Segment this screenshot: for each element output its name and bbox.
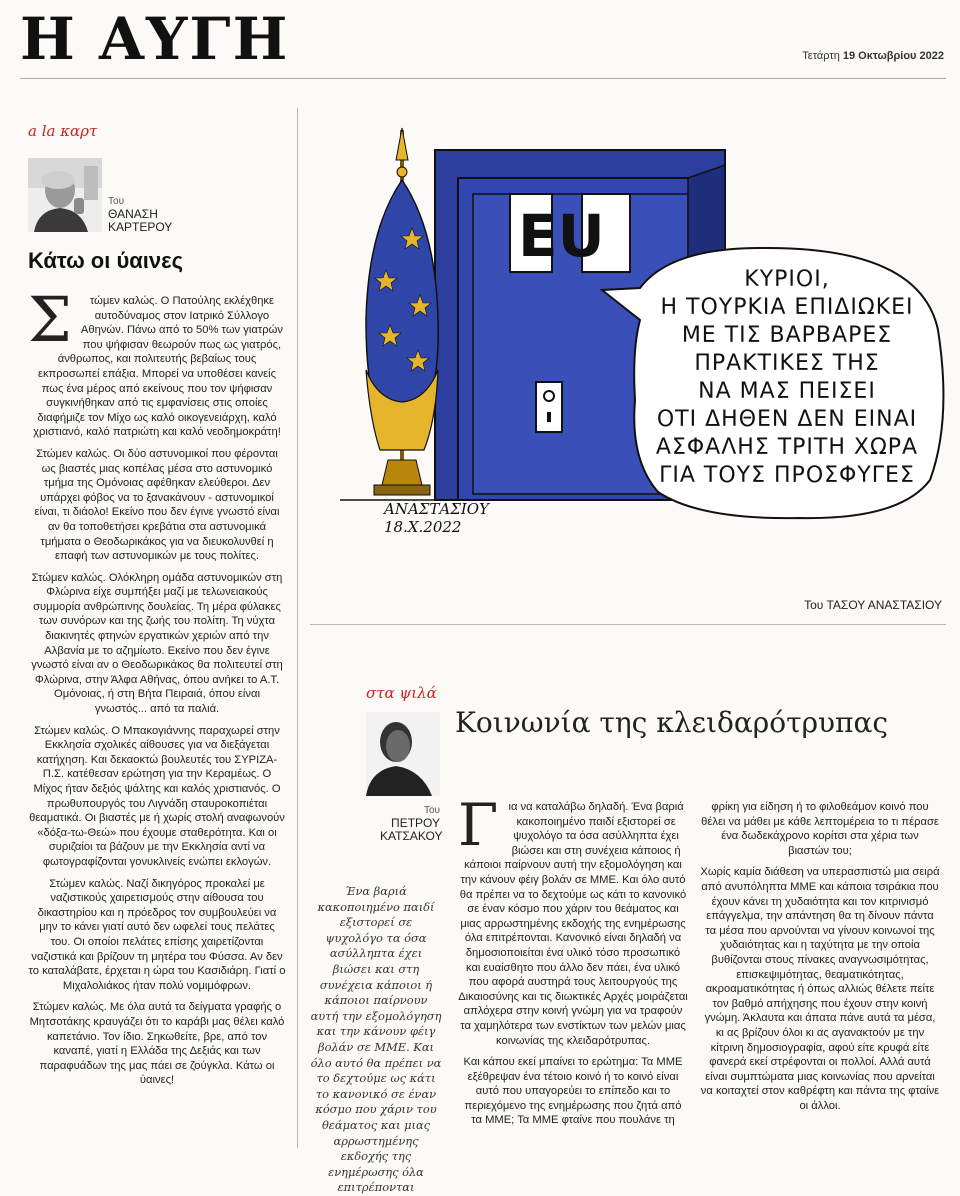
speech-line-4: ΠΡΑΚΤΙΚΕΣ ΤΗΣ xyxy=(694,351,880,376)
signature-name: ΑΝΑΣΤΑΣΙΟΥ xyxy=(384,500,489,518)
signature-date: 18.X.2022 xyxy=(384,518,462,536)
left-section-tag: a la καρτ xyxy=(28,122,98,140)
right-article-col1 xyxy=(458,791,688,1150)
right-col2-paragraph-1: φρίκη για είδηση ή το φιλοθεάμον κοινό που θέλει να μάθει με κάθε λεπτομέρεια το τι πέρασε ένα δωδεκάχρονο κορίτσι στα χέρια των βιαστών του; xyxy=(701,801,939,857)
cartoon-speech xyxy=(632,266,942,490)
cartoon-credit-prefix: Του xyxy=(804,598,824,612)
column-divider xyxy=(297,108,298,1148)
cartoonist-signature xyxy=(384,500,514,536)
issue-date-value: 19 Οκτωβρίου 2022 xyxy=(842,50,944,62)
left-paragraph-4: Στώμεν καλώς. Ο Μπακογιάννης παραχωρεί στην Εκκλησία σχολικές αίθουσες για να διεξάγεται κατήχηση. Και δεκαοκτώ βουλευτές του ΣΥΡΙΖΑ-Π.Σ. κατέθεσαν ερώτηση για την Κεραμέως. Ο Μίχος ήταν δεξιός ψάλτης και καλός χριστιανός. Ο πρωθυπουργός του Λιγνάδη σταυροκοπιέται θεαματικά. Οι βιαστές με ή χωρίς στολή αναφωνούν «δόξα-τω-Θεώ» που έχουμε σταθερότητα. Και οι συριζαίοι τα βάζουν με την Εκκλησία αντί να φωτογραφίζονται γονυκλινείς ενώπει εκλογών. xyxy=(29,724,285,868)
right-byline-prefix: Του xyxy=(423,805,440,816)
cartoon xyxy=(340,120,950,590)
section-divider xyxy=(310,624,946,625)
right-section-tag: στα ψιλά xyxy=(366,684,437,702)
cartoon-credit xyxy=(804,598,942,612)
left-author-first: ΘΑΝΑΣΗ xyxy=(108,207,158,221)
speech-line-1: ΚΥΡΙΟΙ, xyxy=(744,267,830,292)
right-pullquote: Ένα βαριά κακοποιημένο παιδί εξιστορεί σε ψυχολόγο τα όσα ασύλληπτα έχει βιώσει και στη συνέχεια κάποιοι ή κάποιοι παίρνουν αυτή την εξομολόγηση και την κάνουν φέιγ βολάν σε ΜΜΕ. Και όλο αυτό θα πρέπει να το δεχτούμε ως κάτι το κανονικό σε έναν κόσμο που χάριν του θεάματος και μιας αρρωστημένης εκδοχής της ενημέρωσης όλα επιτρέπονται xyxy=(310,884,442,1195)
author-photo-katsakos xyxy=(366,712,440,796)
right-col1-paragraph-1: Για να καταλάβω δηλαδή. Ένα βαριά κακοποιημένο παιδί εξιστορεί σε ψυχολόγο τα όσα ασύλληπτα έχει βιώσει και στη συνέχεια κάποιος ή κάποιοι παίρνουν αυτή την εξομολόγηση και την κάνουν φέιγ βολάν σε ΜΜΕ. Και όλο αυτό θα πρέπει να το δεχτούμε ως κάτι το κανονικό σε έναν κόσμο που χάριν του θεάματος και μιας αρρωστημένης εκδοχής της ενημέρωσης όλα επιτρέπονται. Κανονικό είναι δηλαδή να δημοσιοποιείται ένα υλικό τόσο προσωπικό και ευαίσθητο που άλλο δεν πάει, ένα υλικό που αφορά αυστηρά τους λειτουργούς της Δικαιοσύνης και τις διωκτικές Αρχές μοιράζεται απλόχερα στην κοινή γνώμη για να τραφούν τα χαμηλότερα των ενστίκτων των μελών μιας κοινωνίας της κλειδαρότρυπας. xyxy=(458,791,688,1047)
speech-line-3: ΜΕ ΤΙΣ ΒΑΡΒΑΡΕΣ xyxy=(681,323,893,348)
right-dropcap: Γ xyxy=(458,791,499,859)
speech-line-5: ΝΑ ΜΑΣ ΠΕΙΣΕΙ xyxy=(698,379,876,404)
right-byline xyxy=(380,804,443,843)
left-headline: Κάτω οι ύαινες xyxy=(28,248,184,273)
speech-line-8: ΓΙΑ ΤΟΥΣ ΠΡΟΣΦΥΓΕΣ xyxy=(659,463,915,488)
author-portrait-icon xyxy=(366,712,440,796)
cartoon-door-label: EU xyxy=(518,202,605,270)
left-byline xyxy=(108,195,190,234)
masthead-title: Η ΑΥΓΗ xyxy=(20,5,290,73)
left-dropcap: Σ xyxy=(28,283,72,356)
left-paragraph-1: Σ τώμεν καλώς. Ο Πατούλης εκλέχθηκε αυτοδύναμος στον Ιατρικό Σύλλογο Αθηνών. Πάνω από το 50% των γιατρών που ψήφισαν θεωρούν πως ως γιατρός, άνθρωπος, και πολιτευτής βεβαίως τους εκπροσωπεί επάξια. Μπορεί να υποθέσει κανείς πως ένα μέρος από εκείνους που τον ψήφισαν συγκινήθηκαν από τις εμφανίσεις στις οποίες διαφήμιζε τον Μίχο ως καλό οικογενειάρχη, καλό χριστιανό, καλό πατριώτη και καλό νεοδημοκράτη! xyxy=(28,283,283,439)
author-photo-karteros xyxy=(28,158,102,232)
speech-line-7: ΑΣΦΑΛΗΣ ΤΡΙΤΗ ΧΩΡΑ xyxy=(655,435,919,460)
issue-date xyxy=(802,50,944,62)
left-paragraph-3: Στώμεν καλώς. Ολόκληρη ομάδα αστυνομικών στη Φλώρινα είχε συμπήξει μαζί με τελωνειακούς συμμορία ανθρώπινης δουλείας. Τη μέρα φύλακες των συνόρων και της ζωής του πολίτη. Τη νύχτα διακινητές φτηνών εργατικών χεριών από την Αλβανία με το αζημίωτο. Εκείνο που δεν έγινε γνωστό είναι αν ο Θεοδωρικάκος θα πολιτευτεί στη Φλώρινα, στην Άλφα Αθήνας, όπου ανήκει το Α.Τ. Ομόνοιας, ή στη Βήτα Πειραιά, όπου είναι γνωστός... από τα παλιά. xyxy=(31,571,283,716)
right-col2-paragraph-2: Χωρίς καμία διάθεση να υπερασπιστώ μια σειρά από ανυπόληπτα ΜΜΕ και κάποια τσιράκια που έχουν κάνει τη χυδαιότητα και τον κιτρινισμό επάγγελμα, την απάντηση θα τη δίνουν πάντα τα μέσα που αρνούνται να γίνουν κοινωνοί της χυδαιότητας και η ταχύτητα με την οποία βυθίζονται στους πίνακες αναγνωσιμότητας, επισκεψιμότητας, θεαματικότητας, ακροαματικότητας ή όπως αλλιώς θέλετε πείτε τον βαθμό απήχησης που έχουν στην κοινή γνώμη. Άκλαυτα και άπατα πάνε αυτά τα μέσα, κι ας βρίζουν όλοι κι ας αγανακτούν με την κίτρινη δημοσιογραφία, αφού είτε κρυφά είτε φανερά εκεί στρέφονται οι πολλοί. Αλλά αυτά είναι συμπτώματα μιας κοινωνίας που αρνείται να κοιταχτεί στον καθρέφτη και πάντα της φταίνε οι άλλοι. xyxy=(700,866,940,1112)
author-portrait-icon xyxy=(28,158,102,232)
right-author-first: ΠΕΤΡΟΥ xyxy=(391,816,440,830)
right-author-last: ΚΑΤΣΑΚΟΥ xyxy=(380,829,443,843)
cartoon-credit-name: ΤΑΣΟΥ ΑΝΑΣΤΑΣΙΟΥ xyxy=(826,598,942,612)
speech-line-2: Η ΤΟΥΡΚΙΑ ΕΠΙΔΙΩΚΕΙ xyxy=(660,295,914,320)
issue-weekday: Τετάρτη xyxy=(802,50,840,62)
left-author-last: ΚΑΡΤΕΡΟΥ xyxy=(108,220,173,234)
masthead-rule xyxy=(20,78,946,79)
left-byline-prefix: Του xyxy=(108,196,125,207)
right-headline: Κοινωνία της κλειδαρότρυπας xyxy=(455,706,889,739)
right-col1-paragraph-2: Και κάπου εκεί μπαίνει το ερώτημα: Τα ΜΜΕ εξέθρεψαν ένα τέτοιο κοινό ή το κοινό είναι αυτό που υπαγορεύει το επίπεδο και το περιεχόμενο της ενημέρωσης που ζητά από τα ΜΜΕ; Τα ΜΜΕ φταίνε που πουλάνε τη xyxy=(463,1056,683,1127)
speech-line-6: ΟΤΙ ΔΗΘΕΝ ΔΕΝ ΕΙΝΑΙ xyxy=(656,407,918,432)
left-paragraph-5: Στώμεν καλώς. Ναζί δικηγόρος προκαλεί με ναζιστικούς χαιρετισμούς στην αίθουσα του δικαστηρίου και η πρόεδρος τον συμβουλεύει να μην το κάνει γιατί αυτό δεν ωφελεί τους πελάτες του. Οι οποίοι πελάτες επίσης χαιρετίζονται ναζιστικά και βρίζουν τη μητέρα του Φύσσα. Αν δεν το καταλάβατε, έρχεται η ώρα του Κασιδιάρη. Γιατί ο Μιχαλολιάκος ήταν πολύ νομιμόφρων. xyxy=(28,877,286,992)
left-paragraph-2: Στώμεν καλώς. Οι δύο αστυνομικοί που φέρονται ως βιαστές μιας κοπέλας μέσα στο αστυνομικό τμήμα της Ομόνοιας αφέθηκαν ελεύθεροι. Δεν υπάρχει φόβος να το ξανακάνουν - αστυνομικοί είναι, τι διάολο! Εκείνο που δεν έγινε γνωστό είναι αν θα τοποθετήσει κρεβάτια στα αστυνομικά τμήματα ο Θεοδωρικάκος για να διευκολυνθεί η επαφή των αστυνομικών με τους πολίτες. xyxy=(34,447,280,563)
left-paragraph-6: Στώμεν καλώς. Με όλα αυτά τα δείγματα γραφής ο Μητσοτάκης κραυγάζει ότι το καράβι μας θέλει καλό καπετάνιο. Τον ίδιο. Σηκωθείτε, βρε, από τον καναπέ, γιατί η Ελλάδα της Δεξιάς και των παραφυάδων της μας πάει σε ζούγκλα. Κάτω οι ύαινες! xyxy=(29,1001,285,1087)
right-article-col2 xyxy=(700,800,940,1150)
left-article-body xyxy=(28,283,286,1144)
